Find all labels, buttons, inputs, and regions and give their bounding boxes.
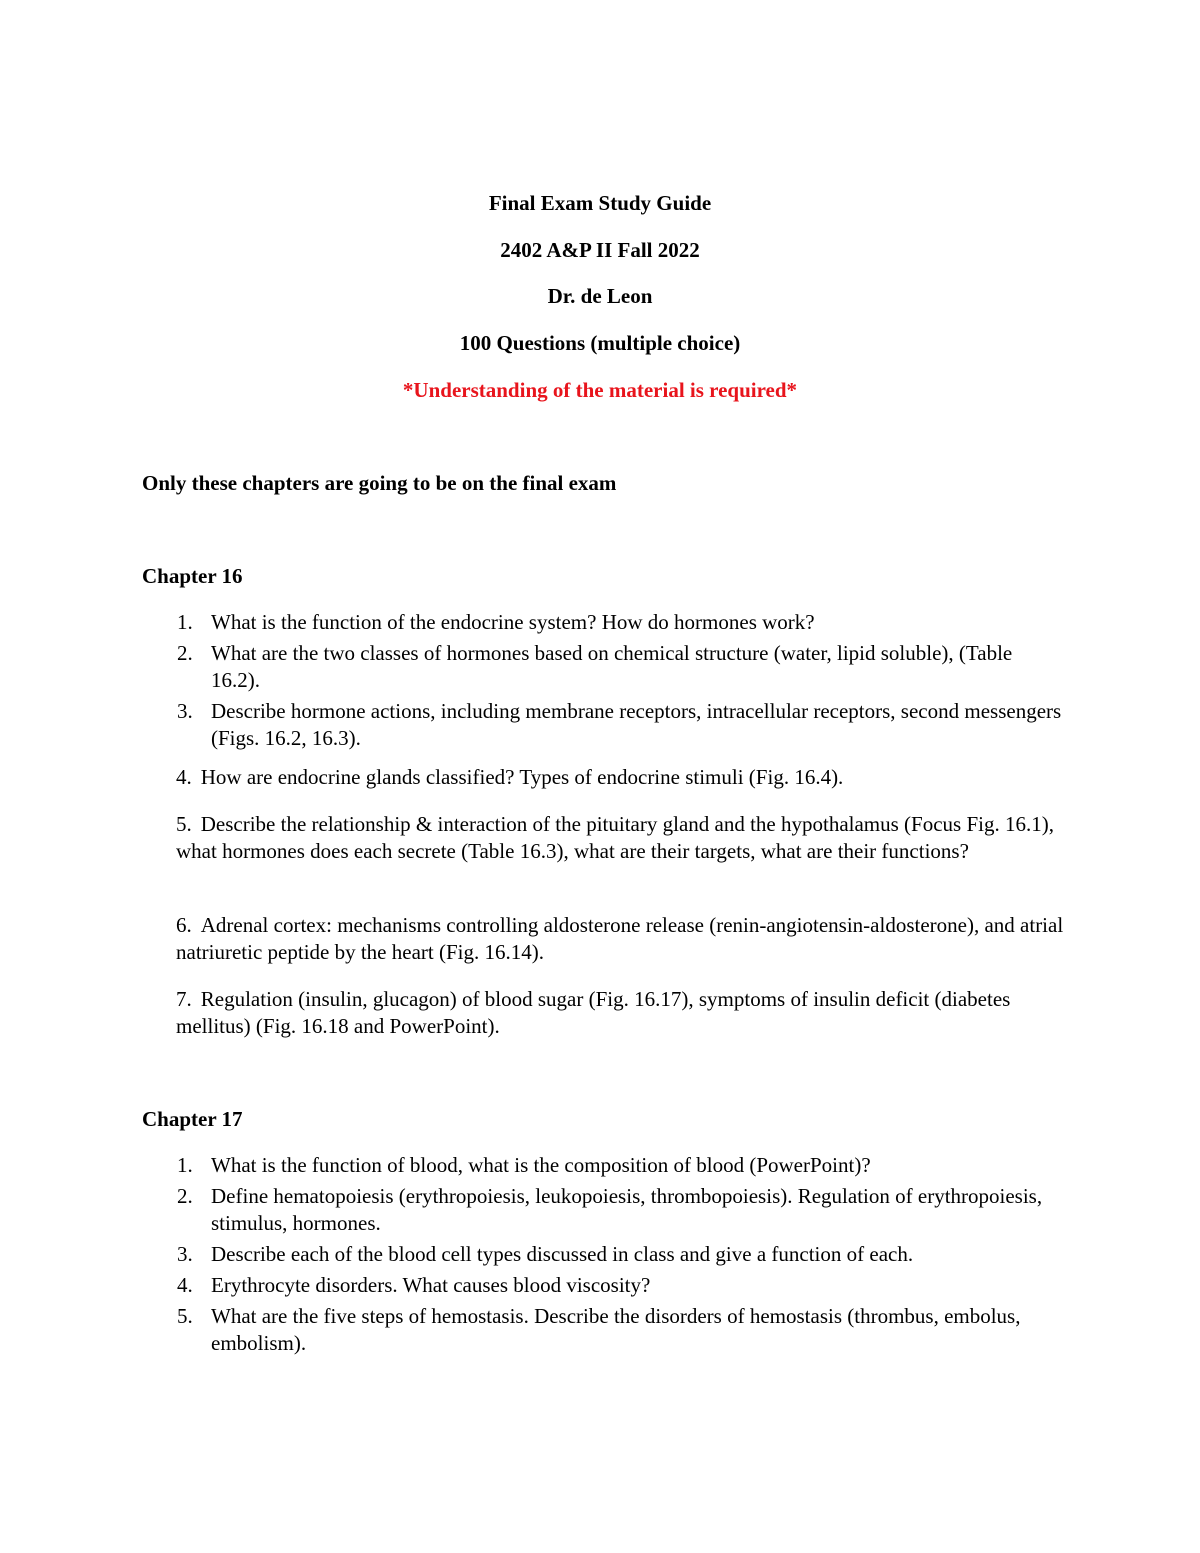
item-number: 3. [177,699,193,723]
chapters-intro: Only these chapters are going to be on the final exam [142,471,617,495]
list-item [142,698,1062,752]
document-title: Final Exam Study Guide [488,191,712,215]
item-number: 2. [177,641,193,665]
item-number: 2. [177,1184,193,1208]
item-number: 3. [177,1242,193,1266]
item-number: 1. [177,610,193,634]
paragraph-item [176,811,1066,865]
list-item [142,640,1062,694]
requirement-note: *Understanding of the material is required* [402,378,798,402]
item-number: 7. [176,987,192,1011]
chapter-16-list [142,609,1062,756]
paragraph-item [176,764,1066,791]
item-text: Adrenal cortex: mechanisms controlling aldosterone release (renin-angiotensin-aldosterone), and atrial natriuretic peptide by the heart (Fig. 16.14). [176,913,1064,964]
list-item [142,1152,1062,1179]
paragraph-item [176,986,1066,1040]
chapter-16-heading: Chapter 16 [142,564,243,588]
course-line: 2402 A&P II Fall 2022 [500,238,700,262]
chapter-17-heading: Chapter 17 [142,1107,243,1131]
item-number: 4. [176,765,192,789]
list-item [142,1183,1062,1237]
list-item [142,609,1062,636]
item-number: 4. [177,1273,193,1297]
item-number: 1. [177,1153,193,1177]
item-text: What is the function of blood, what is the composition of blood (PowerPoint)? [211,1153,871,1177]
exam-format-line: 100 Questions (multiple choice) [459,331,741,355]
list-item [142,1272,1062,1299]
instructor-line: Dr. de Leon [547,284,653,308]
item-text: Erythrocyte disorders. What causes blood viscosity? [211,1273,651,1297]
item-number: 5. [177,1304,193,1328]
item-text: Regulation (insulin, glucagon) of blood sugar (Fig. 16.17), symptoms of insulin deficit (diabetes mellitus) (Fig. 16.18 and PowerPoint). [176,987,1011,1038]
chapter-17-list [142,1152,1062,1361]
item-text: Describe hormone actions, including membrane receptors, intracellular receptors, second messengers (Figs. 16.2, 16.3). [211,699,1062,750]
list-item [142,1241,1062,1268]
item-text: Define hematopoiesis (erythropoiesis, leukopoiesis, thrombopoiesis). Regulation of erythropoiesis, stimulus, hormones. [211,1184,1043,1235]
item-number: 6. [176,913,192,937]
paragraph-item [176,912,1066,966]
item-text: Describe each of the blood cell types discussed in class and give a function of each. [211,1242,914,1266]
list-item [142,1303,1062,1357]
item-text: What are the five steps of hemostasis. Describe the disorders of hemostasis (thrombus, embolus, embolism). [211,1304,1021,1355]
item-text: What is the function of the endocrine system? How do hormones work? [211,610,815,634]
item-text: How are endocrine glands classified? Types of endocrine stimuli (Fig. 16.4). [200,765,844,789]
item-text: What are the two classes of hormones based on chemical structure (water, lipid soluble), (Table 16.2). [211,641,1013,692]
item-text: Describe the relationship & interaction of the pituitary gland and the hypothalamus (Focus Fig. 16.1), what hormones does each secrete (Table 16.3), what are their targets, what are their functions? [176,812,1054,863]
item-number: 5. [176,812,192,836]
